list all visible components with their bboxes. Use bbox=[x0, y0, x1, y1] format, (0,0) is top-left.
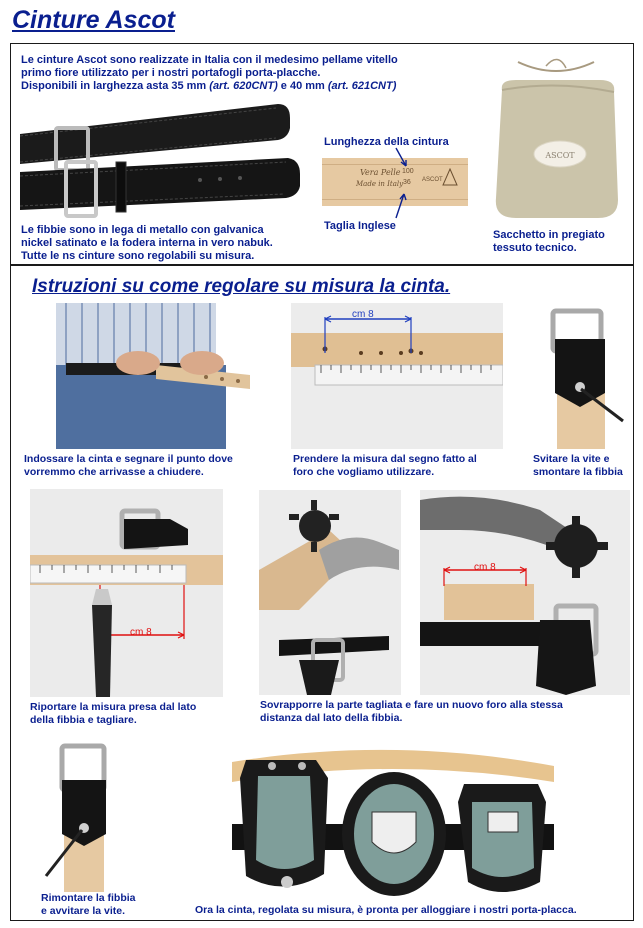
step-3-photo bbox=[533, 303, 629, 449]
intro-line-3: Disponibili in larghezza asta 35 mm (art. 620CNT) e 40 mm (art. 621CNT) bbox=[21, 80, 397, 92]
buckle-text bbox=[21, 224, 321, 263]
step-4-photo bbox=[30, 489, 223, 697]
stamp-num-2: 36 bbox=[403, 179, 411, 186]
intro-line-2: primo fiore utilizzato per i nostri portafogli porta-placche. bbox=[21, 67, 321, 79]
arrow-up-icon bbox=[392, 146, 412, 170]
stamp-logo-icon bbox=[442, 168, 458, 186]
intro-text bbox=[21, 54, 461, 93]
stamp-brand: ASCOT bbox=[422, 177, 443, 183]
stamp-left-1: Vera Pelle bbox=[360, 168, 401, 177]
step-4-caption: Riportare la misura presa dal lato della fibbia e tagliare. bbox=[30, 701, 197, 726]
step-1-caption: Indossare la cinta e segnare il punto dove vorremmo che arrivasse a chiudere. bbox=[24, 453, 233, 478]
step-2-caption: Prendere la misura dal segno fatto al foro che vogliamo utilizzare. bbox=[293, 453, 477, 478]
label-belt-length: Lunghezza della cintura bbox=[324, 136, 449, 148]
stamp-num-1: 100 bbox=[402, 168, 414, 175]
buckle-line-3: Tutte le ns cinture sono regolabili su misura. bbox=[21, 250, 255, 262]
step-5-ruler-label: cm 8 bbox=[474, 562, 496, 573]
pouch-photo bbox=[486, 50, 626, 222]
label-uk-size: Taglia Inglese bbox=[324, 220, 396, 232]
step-3-caption: Svitare la vite e smontare la fibbia bbox=[533, 453, 623, 478]
step-5-caption: Sovrapporre la parte tagliata e fare un nuovo foro alla stessa distanza dal lato della fibbia. bbox=[260, 699, 563, 724]
svg-text:ASCOT: ASCOT bbox=[545, 151, 575, 160]
step-5-photo-a bbox=[259, 490, 401, 695]
step-5-photo-b bbox=[420, 490, 630, 695]
belts-photo bbox=[20, 98, 310, 220]
buckle-line-1: Le fibbie sono in lega di metallo con galvanica bbox=[21, 224, 264, 236]
page-title: Cinture Ascot bbox=[12, 6, 175, 34]
stamp-left-2: Made in Italy bbox=[356, 180, 404, 188]
step-6-photo bbox=[44, 742, 114, 892]
step-7-caption: Ora la cinta, regolata su misura, è pronta per alloggiare i nostri porta-placca. bbox=[195, 904, 577, 916]
step-1-photo bbox=[26, 303, 250, 449]
arrow-down-icon bbox=[392, 190, 412, 220]
pouch-caption-line-1: Sacchetto in pregiato bbox=[493, 229, 605, 241]
pouch-caption-line-2: tessuto tecnico. bbox=[493, 242, 577, 254]
step-2-ruler-label: cm 8 bbox=[352, 309, 374, 320]
intro-line-1: Le cinture Ascot sono realizzate in Italia con il medesimo pellame vitello bbox=[21, 54, 398, 66]
buckle-line-2: nickel satinato e la fodera interna in vero nabuk. bbox=[21, 237, 273, 249]
step-4-ruler-label: cm 8 bbox=[130, 627, 152, 638]
instructions-title: Istruzioni su come regolare su misura la cinta. bbox=[32, 276, 451, 297]
step-2-photo bbox=[291, 303, 503, 449]
step-6-caption: Rimontare la fibbia e avvitare la vite. bbox=[41, 892, 136, 917]
step-7-photo bbox=[232, 742, 554, 902]
pouch-caption bbox=[493, 229, 633, 255]
